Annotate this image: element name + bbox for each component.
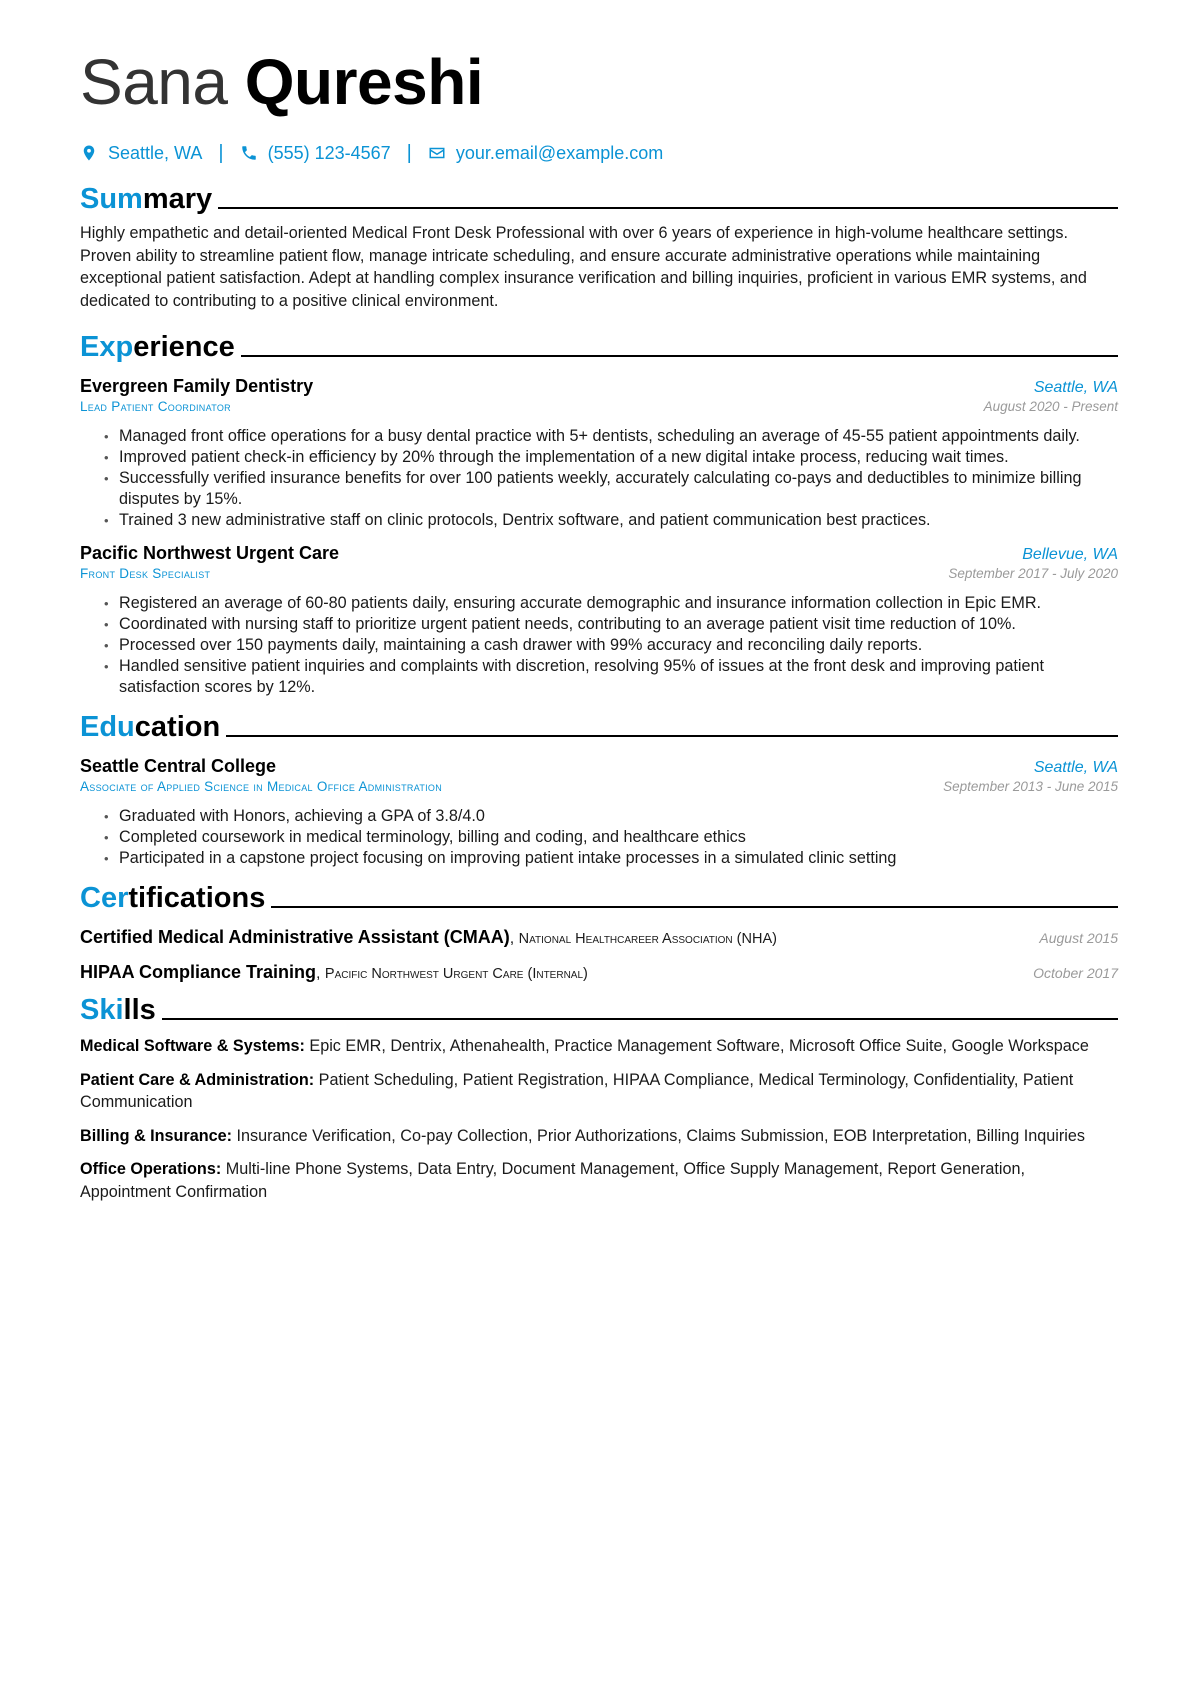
job-location: Bellevue, WA — [1022, 546, 1118, 563]
contact-phone[interactable] — [240, 143, 391, 164]
skill-group-values: Insurance Verification, Co-pay Collection, Prior Authorizations, Claims Submission, EOB Interpretation, Billing Inquiries — [236, 1126, 1085, 1145]
job-title: Lead Patient Coordinator — [80, 399, 231, 414]
skill-group-label: Billing & Insurance: — [80, 1126, 233, 1145]
job-bullets — [80, 593, 1118, 698]
list-item: • Handled sensitive patient inquiries and complaints with discretion, resolving 95% of issues at the front desk and improving patient satisfaction scores by 12%. — [119, 656, 1118, 698]
employer-name: Evergreen Family Dentistry — [80, 376, 314, 396]
skill-group-label: Office Operations: — [80, 1160, 222, 1178]
school-name: Seattle Central College — [80, 756, 277, 776]
list-item: • Completed coursework in medical terminology, billing and coding, and healthcare ethics — [119, 827, 1118, 848]
education-entry — [80, 756, 1118, 869]
education-dates: September 2013 - June 2015 — [943, 779, 1118, 794]
education-heading-accent: Edu — [80, 711, 135, 743]
summary-heading-rest: mary — [142, 183, 213, 215]
experience-entry — [80, 543, 1118, 698]
job-bullets — [80, 426, 1118, 531]
contact-location — [80, 143, 202, 164]
contact-separator: | — [406, 141, 412, 164]
certification-item: HIPAA Compliance Training, Pacific Northwest Urgent Care (Internal) October 2017 — [80, 962, 1118, 982]
candidate-name — [80, 44, 1118, 120]
certification-name: Certified Medical Administrative Assistant (CMAA) — [80, 927, 510, 947]
education-heading-rest: cation — [134, 711, 221, 743]
employer-name: Pacific Northwest Urgent Care — [80, 543, 340, 563]
summary-text: Highly empathetic and detail-oriented Medical Front Desk Professional with over 6 years of experience in high-volume healthcare settings. Proven ability to streamline patient flow, manage intricate scheduling, and ensure accurate administrative operations while maintaining exceptional patient satisfaction. Adept at handling complex insurance verification and billing inquiries, proficient in various EMR systems, and dedicated to contributing to a positive clinical environment. — [80, 224, 1087, 310]
skill-group — [80, 1125, 1118, 1148]
certification-name: HIPAA Compliance Training — [80, 962, 317, 982]
email-link[interactable]: your.email@example.com — [455, 142, 664, 163]
school-location: Seattle, WA — [1033, 759, 1118, 776]
resume-page — [80, 44, 1118, 1203]
list-item: • Trained 3 new administrative staff on clinic protocols, Dentrix software, and patient communication best practices. — [119, 510, 1118, 531]
skills-heading-accent: Ski — [80, 994, 124, 1026]
summary-heading-accent: Sum — [80, 183, 143, 215]
list-item: • Graduated with Honors, achieving a GPA of 3.8/4.0 — [119, 806, 1118, 827]
list-item: • Participated in a capstone project focusing on improving patient intake processes in a simulated clinic setting — [119, 848, 1118, 869]
skill-group — [80, 1158, 1118, 1203]
list-item: • Coordinated with nursing staff to prioritize urgent patient needs, contributing to an average patient visit time reduction of 10%. — [119, 614, 1118, 635]
section-rule — [162, 1018, 1118, 1020]
skill-group-label: Medical Software & Systems: — [80, 1037, 305, 1055]
certifications-heading — [80, 875, 1118, 915]
envelope-icon — [428, 144, 446, 162]
contact-email[interactable] — [428, 143, 663, 164]
degree-title: Associate of Applied Science in Medical Office Administration — [80, 779, 443, 794]
certification-issuer: National Healthcareer Association (NHA) — [518, 931, 777, 947]
certifications-heading-rest: tifications — [128, 882, 266, 914]
last-name: Qureshi — [244, 46, 484, 118]
experience-entry — [80, 376, 1118, 531]
list-item: • Improved patient check-in efficiency by 20% through the implementation of a new digital intake process, reducing wait times. — [119, 447, 1118, 468]
section-rule — [218, 207, 1118, 209]
certification-date: October 2017 — [1033, 965, 1118, 981]
skill-group — [80, 1069, 1118, 1114]
certifications-heading-accent: Cer — [80, 882, 129, 914]
education-heading — [80, 704, 1118, 744]
list-item: • Successfully verified insurance benefits for over 100 patients weekly, accurately calculating co-pays and deductibles to minimize billing disputes by 15%. — [119, 468, 1118, 510]
phone-text: (555) 123-4567 — [267, 142, 391, 163]
job-title: Front Desk Specialist — [80, 566, 211, 581]
list-item: • Registered an average of 60-80 patients daily, ensuring accurate demographic and insurance information collection in Epic EMR. — [119, 593, 1118, 614]
skills-heading-rest: lls — [123, 994, 156, 1026]
skills-heading — [80, 987, 1118, 1027]
experience-heading-accent: Exp — [80, 331, 134, 363]
education-bullets — [80, 806, 1118, 869]
certification-item: Certified Medical Administrative Assistant (CMAA), National Healthcareer Association (NHA) August 2015 — [80, 927, 1118, 947]
certification-date: August 2015 — [1039, 930, 1118, 946]
location-text: Seattle, WA — [108, 142, 203, 163]
job-dates: August 2020 - Present — [983, 399, 1118, 414]
summary-heading — [80, 176, 1118, 216]
contact-bar — [80, 138, 1118, 168]
list-item: • Processed over 150 payments daily, maintaining a cash drawer with 99% accuracy and reconciling daily reports. — [119, 635, 1118, 656]
list-item: • Managed front office operations for a busy dental practice with 5+ dentists, scheduling an average of 45-55 patient appointments daily. — [119, 426, 1118, 447]
job-dates: September 2017 - July 2020 — [948, 566, 1118, 581]
skill-group-values: Multi-line Phone Systems, Data Entry, Document Management, Office Supply Management, Report Generation, Appointment Confirmation — [80, 1160, 1025, 1201]
first-name: Sana — [80, 46, 228, 118]
phone-icon — [240, 144, 258, 162]
section-rule — [271, 906, 1118, 908]
section-rule — [241, 355, 1118, 357]
job-location: Seattle, WA — [1033, 379, 1118, 396]
section-rule — [226, 735, 1118, 737]
skill-group-label: Patient Care & Administration: — [80, 1070, 315, 1089]
map-marker-icon — [80, 144, 98, 162]
certification-issuer: Pacific Northwest Urgent Care (Internal) — [324, 966, 588, 982]
contact-separator: | — [218, 141, 224, 164]
skill-group-values: Epic EMR, Dentrix, Athenahealth, Practice Management Software, Microsoft Office Suite, Google Workspace — [309, 1037, 1089, 1055]
experience-heading-rest: erience — [133, 331, 235, 363]
experience-heading — [80, 324, 1118, 364]
skill-group — [80, 1035, 1118, 1058]
skill-group-values: Patient Scheduling, Patient Registration, HIPAA Compliance, Medical Terminology, Confidentiality, Patient Communication — [80, 1070, 1074, 1111]
